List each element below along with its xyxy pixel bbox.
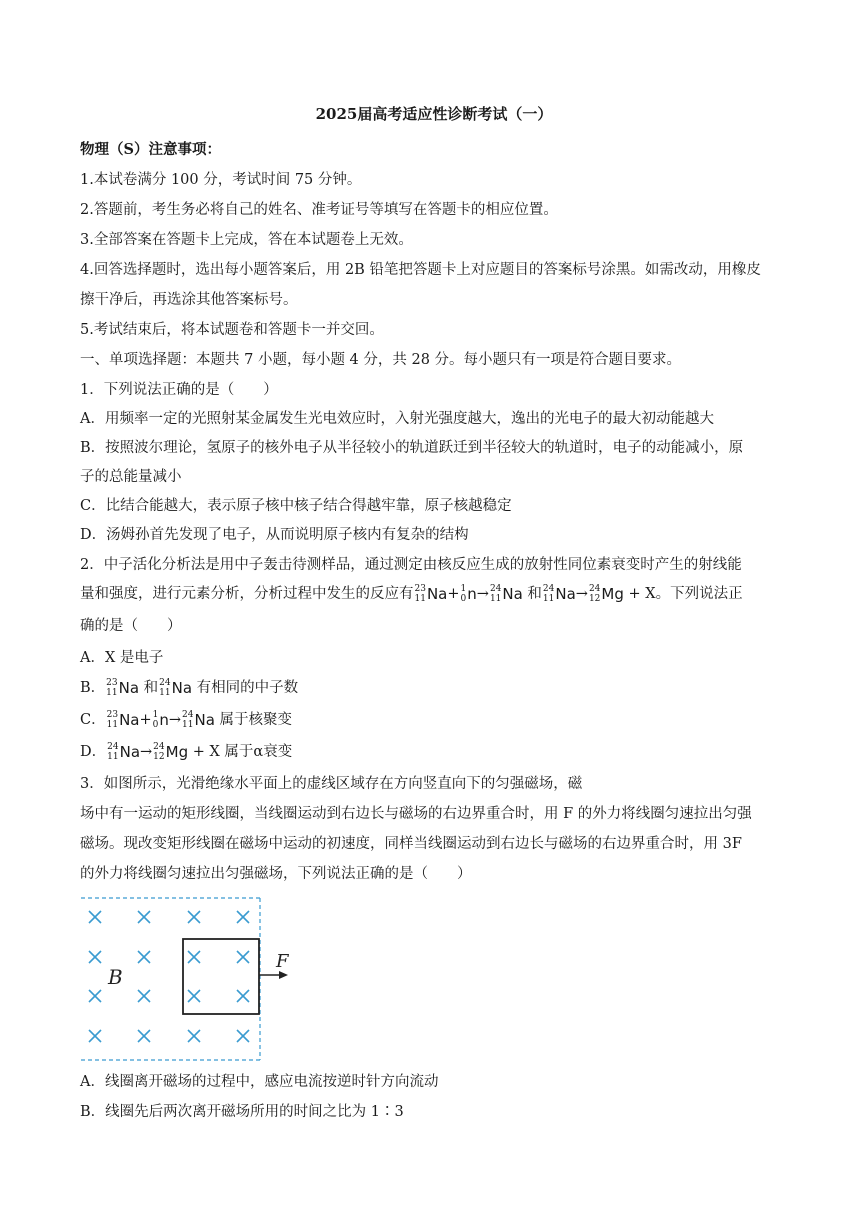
field-cross-mark: [89, 911, 101, 923]
field-cross-mark: [89, 1030, 101, 1042]
nuclide-mg24: 24 12 Mg: [588, 584, 624, 604]
nuclide-na23: 23 11 Na: [414, 584, 448, 604]
q2-stem-2: 量和强度，进行元素分析，分析过程中发生的反应有 23 11 Na + 1 0 n → 24 11 Na 和 24 11 Na → 24 12 Mg + X。下列说法正: [80, 584, 743, 604]
field-cross-mark: [89, 990, 101, 1002]
q3-stem-2: 场中有一运动的矩形线圈，当线圈运动到右边长与磁场的右边界重合时，用 F 的外力将线圈匀速拉出匀强: [80, 806, 752, 822]
field-cross-mark: [237, 990, 249, 1002]
q1-option-a: A．用频率一定的光照射某金属发生光电效应时，入射光强度越大，逸出的光电子的最大初动能越大: [80, 411, 714, 427]
field-cross-mark: [188, 1030, 200, 1042]
nuclide-na24: 24 11 Na: [489, 584, 523, 604]
field-cross-mark: [138, 990, 150, 1002]
note-4-cont: 擦干净后，再选涂其他答案标号。: [80, 292, 298, 308]
field-cross-mark: [188, 911, 200, 923]
q3-option-a: A．线圈离开磁场的过程中，感应电流按逆时针方向流动: [80, 1074, 439, 1090]
q1-option-c: C．比结合能越大，表示原子核中核子结合得越牢靠，原子核越稳定: [80, 498, 512, 514]
q3-stem-3: 磁场。现改变矩形线圈在磁场中运动的初速度，同样当线圈运动到右边长与磁场的右边界重合时，用 3F: [80, 836, 742, 852]
q3-stem-1: 3．如图所示，光滑绝缘水平面上的虚线区域存在方向竖直向下的匀强磁场，磁: [80, 776, 583, 792]
field-cross-mark: [138, 951, 150, 963]
q2-stem-3: 确的是（ ）: [80, 618, 182, 634]
note-5: 5.考试结束后，将本试题卷和答题卡一并交回。: [80, 322, 384, 338]
field-cross-mark: [237, 1030, 249, 1042]
q1-stem: 1．下列说法正确的是（ ）: [80, 382, 278, 398]
q2-option-c: C． 23 11 Na + 1 0 n → 24 11 Na 属于核聚变: [80, 710, 293, 730]
rectangular-coil: [183, 939, 259, 1014]
magnetic-field-figure: [78, 895, 308, 1065]
force-label: F: [276, 951, 289, 972]
nuclide-na24: 24 11 Na: [542, 584, 576, 604]
field-cross-mark: [237, 911, 249, 923]
field-cross-mark: [138, 1030, 150, 1042]
q2-stem-2a: 量和强度，进行元素分析，分析过程中发生的反应有: [80, 586, 414, 602]
field-cross-mark: [188, 990, 200, 1002]
q2-option-d: D． 24 11 Na → 24 12 Mg + X 属于α衰变: [80, 742, 293, 762]
field-cross-mark: [89, 951, 101, 963]
subject-header: 物理（S）注意事项：: [80, 141, 221, 158]
force-arrowhead: [279, 971, 288, 979]
section-heading: 一、单项选择题：本题共 7 小题，每小题 4 分，共 28 分。每小题只有一项是符合题目要求。: [80, 352, 682, 368]
field-cross-mark: [188, 951, 200, 963]
note-1: 1.本试卷满分 100 分，考试时间 75 分钟。: [80, 172, 362, 188]
field-label: B: [108, 965, 123, 989]
q1-option-d: D．汤姆孙首先发现了电子，从而说明原子核内有复杂的结构: [80, 527, 469, 543]
exam-title: 2025届高考适应性诊断考试（一）: [315, 105, 553, 123]
q3-stem-4: 的外力将线圈匀速拉出匀强磁场，下列说法正确的是（ ）: [80, 866, 472, 882]
field-cross-mark: [237, 951, 249, 963]
q2-stem-1: 2．中子活化分析法是用中子轰击待测样品，通过测定由核反应生成的放射性同位素衰变时产生的射线能: [80, 557, 742, 573]
q1-option-b-cont: 子的总能量减小: [80, 469, 182, 485]
q1-option-b: B．按照波尔理论，氢原子的核外电子从半径较小的轨道跃迁到半径较大的轨道时，电子的动能减小，原: [80, 440, 744, 456]
q2-option-a: A．X 是电子: [80, 650, 164, 666]
field-cross-mark: [138, 911, 150, 923]
note-2: 2.答题前，考生务必将自己的姓名、准考证号等填写在答题卡的相应位置。: [80, 202, 558, 218]
q3-option-b: B．线圈先后两次离开磁场所用的时间之比为 1∶3: [80, 1104, 404, 1120]
note-4: 4.回答选择题时，选出每小题答案后，用 2B 铅笔把答题卡上对应题目的答案标号涂黑。如需改动，用橡皮: [80, 262, 761, 278]
note-3: 3.全部答案在答题卡上完成，答在本试题卷上无效。: [80, 232, 413, 248]
nuclide-n1: 1 0 n: [460, 584, 477, 604]
q2-option-b: B． 23 11 Na 和 24 11 Na 有相同的中子数: [80, 678, 299, 698]
